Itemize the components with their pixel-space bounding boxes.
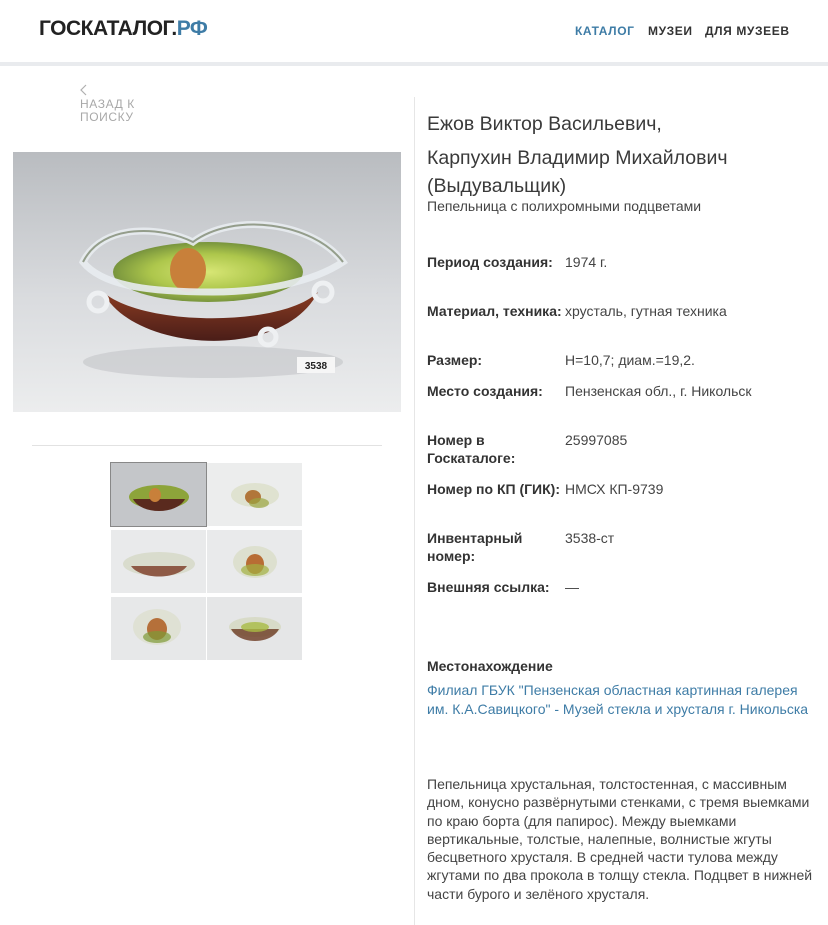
object-description: Пепельница хрустальная, толстостенная, с массивным дном, конусно развёрнутыми стенками, с тремя выемками по краю борта (для папирос). Между выемками вертикальные, толстые, налепные, волнистые жгуты бесцветного хрусталя. В средней части тулова между жгутами по два прокола в толщу стекла. Подцвет в нижней части бурого и зелёного хрусталя. <box>427 776 813 902</box>
nav-catalog[interactable]: КАТАЛОГ <box>575 24 635 38</box>
object-authors <box>427 110 807 200</box>
back-to-search-label: НАЗАД К ПОИСКУ <box>80 97 135 124</box>
property-value: Н=10,7; диам.=19,2. <box>565 352 695 368</box>
property-label: Период создания: <box>427 254 553 270</box>
header-divider <box>0 62 828 66</box>
thumbnail-3[interactable] <box>111 530 206 593</box>
object-name: Пепельница с полихромными подцветами <box>427 198 702 214</box>
thumbnail-6[interactable] <box>207 597 302 660</box>
property-value: 1974 г. <box>565 254 608 270</box>
property-row <box>427 382 817 431</box>
property-label: Внешняя ссылка: <box>427 579 550 595</box>
thumbnail-gallery <box>111 463 302 660</box>
property-label: Материал, техника: <box>427 303 562 319</box>
location-heading: Местонахождение <box>427 658 553 674</box>
property-row <box>427 480 817 529</box>
property-label: Номер по КП (ГИК): <box>427 481 560 497</box>
property-value: Пензенская обл., г. Никольск <box>565 383 752 399</box>
site-header <box>0 0 828 62</box>
property-value: 25997085 <box>565 432 628 448</box>
property-value: хрусталь, гутная техника <box>565 303 727 319</box>
property-value: — <box>565 579 579 595</box>
author-line-2: Карпухин Владимир Михайлович (Выдувальщик) <box>427 147 728 197</box>
column-divider <box>414 97 415 925</box>
property-row <box>427 351 817 382</box>
inventory-tag: 3538 <box>304 361 328 372</box>
nav-for-museums[interactable]: ДЛЯ МУЗЕЕВ <box>705 24 790 38</box>
main-object-image[interactable] <box>13 152 401 412</box>
site-logo[interactable] <box>39 17 207 41</box>
property-label: Номер в Госкаталоге: <box>427 432 516 466</box>
logo-suffix: РФ <box>176 17 208 40</box>
museum-link[interactable]: Филиал ГБУК "Пензенская областная картинная галерея им. К.А.Савицкого" - Музей стекла и хрусталя г. Никольска <box>427 682 809 717</box>
chevron-left-icon <box>80 84 160 98</box>
property-value: НМСХ КП-9739 <box>565 481 664 497</box>
nav-museums[interactable]: МУЗЕИ <box>648 24 693 38</box>
property-row <box>427 431 817 480</box>
property-label: Размер: <box>427 352 483 368</box>
thumbnail-5[interactable] <box>111 597 206 660</box>
back-to-search-link[interactable] <box>80 84 160 124</box>
thumbnail-1[interactable] <box>111 463 206 526</box>
author-line-1: Ежов Виктор Васильевич, <box>427 113 662 135</box>
object-properties <box>427 253 817 627</box>
thumbnail-4[interactable] <box>207 530 302 593</box>
property-row <box>427 253 817 302</box>
property-row <box>427 578 817 627</box>
thumbnail-2[interactable] <box>207 463 302 526</box>
logo-main: ГОСКАТАЛОГ. <box>39 17 177 40</box>
image-divider <box>32 445 382 446</box>
property-row <box>427 302 817 351</box>
property-row <box>427 529 817 578</box>
property-label: Место создания: <box>427 383 543 399</box>
property-label: Инвентарный номер: <box>427 530 523 564</box>
property-value: 3538-ст <box>565 530 615 546</box>
